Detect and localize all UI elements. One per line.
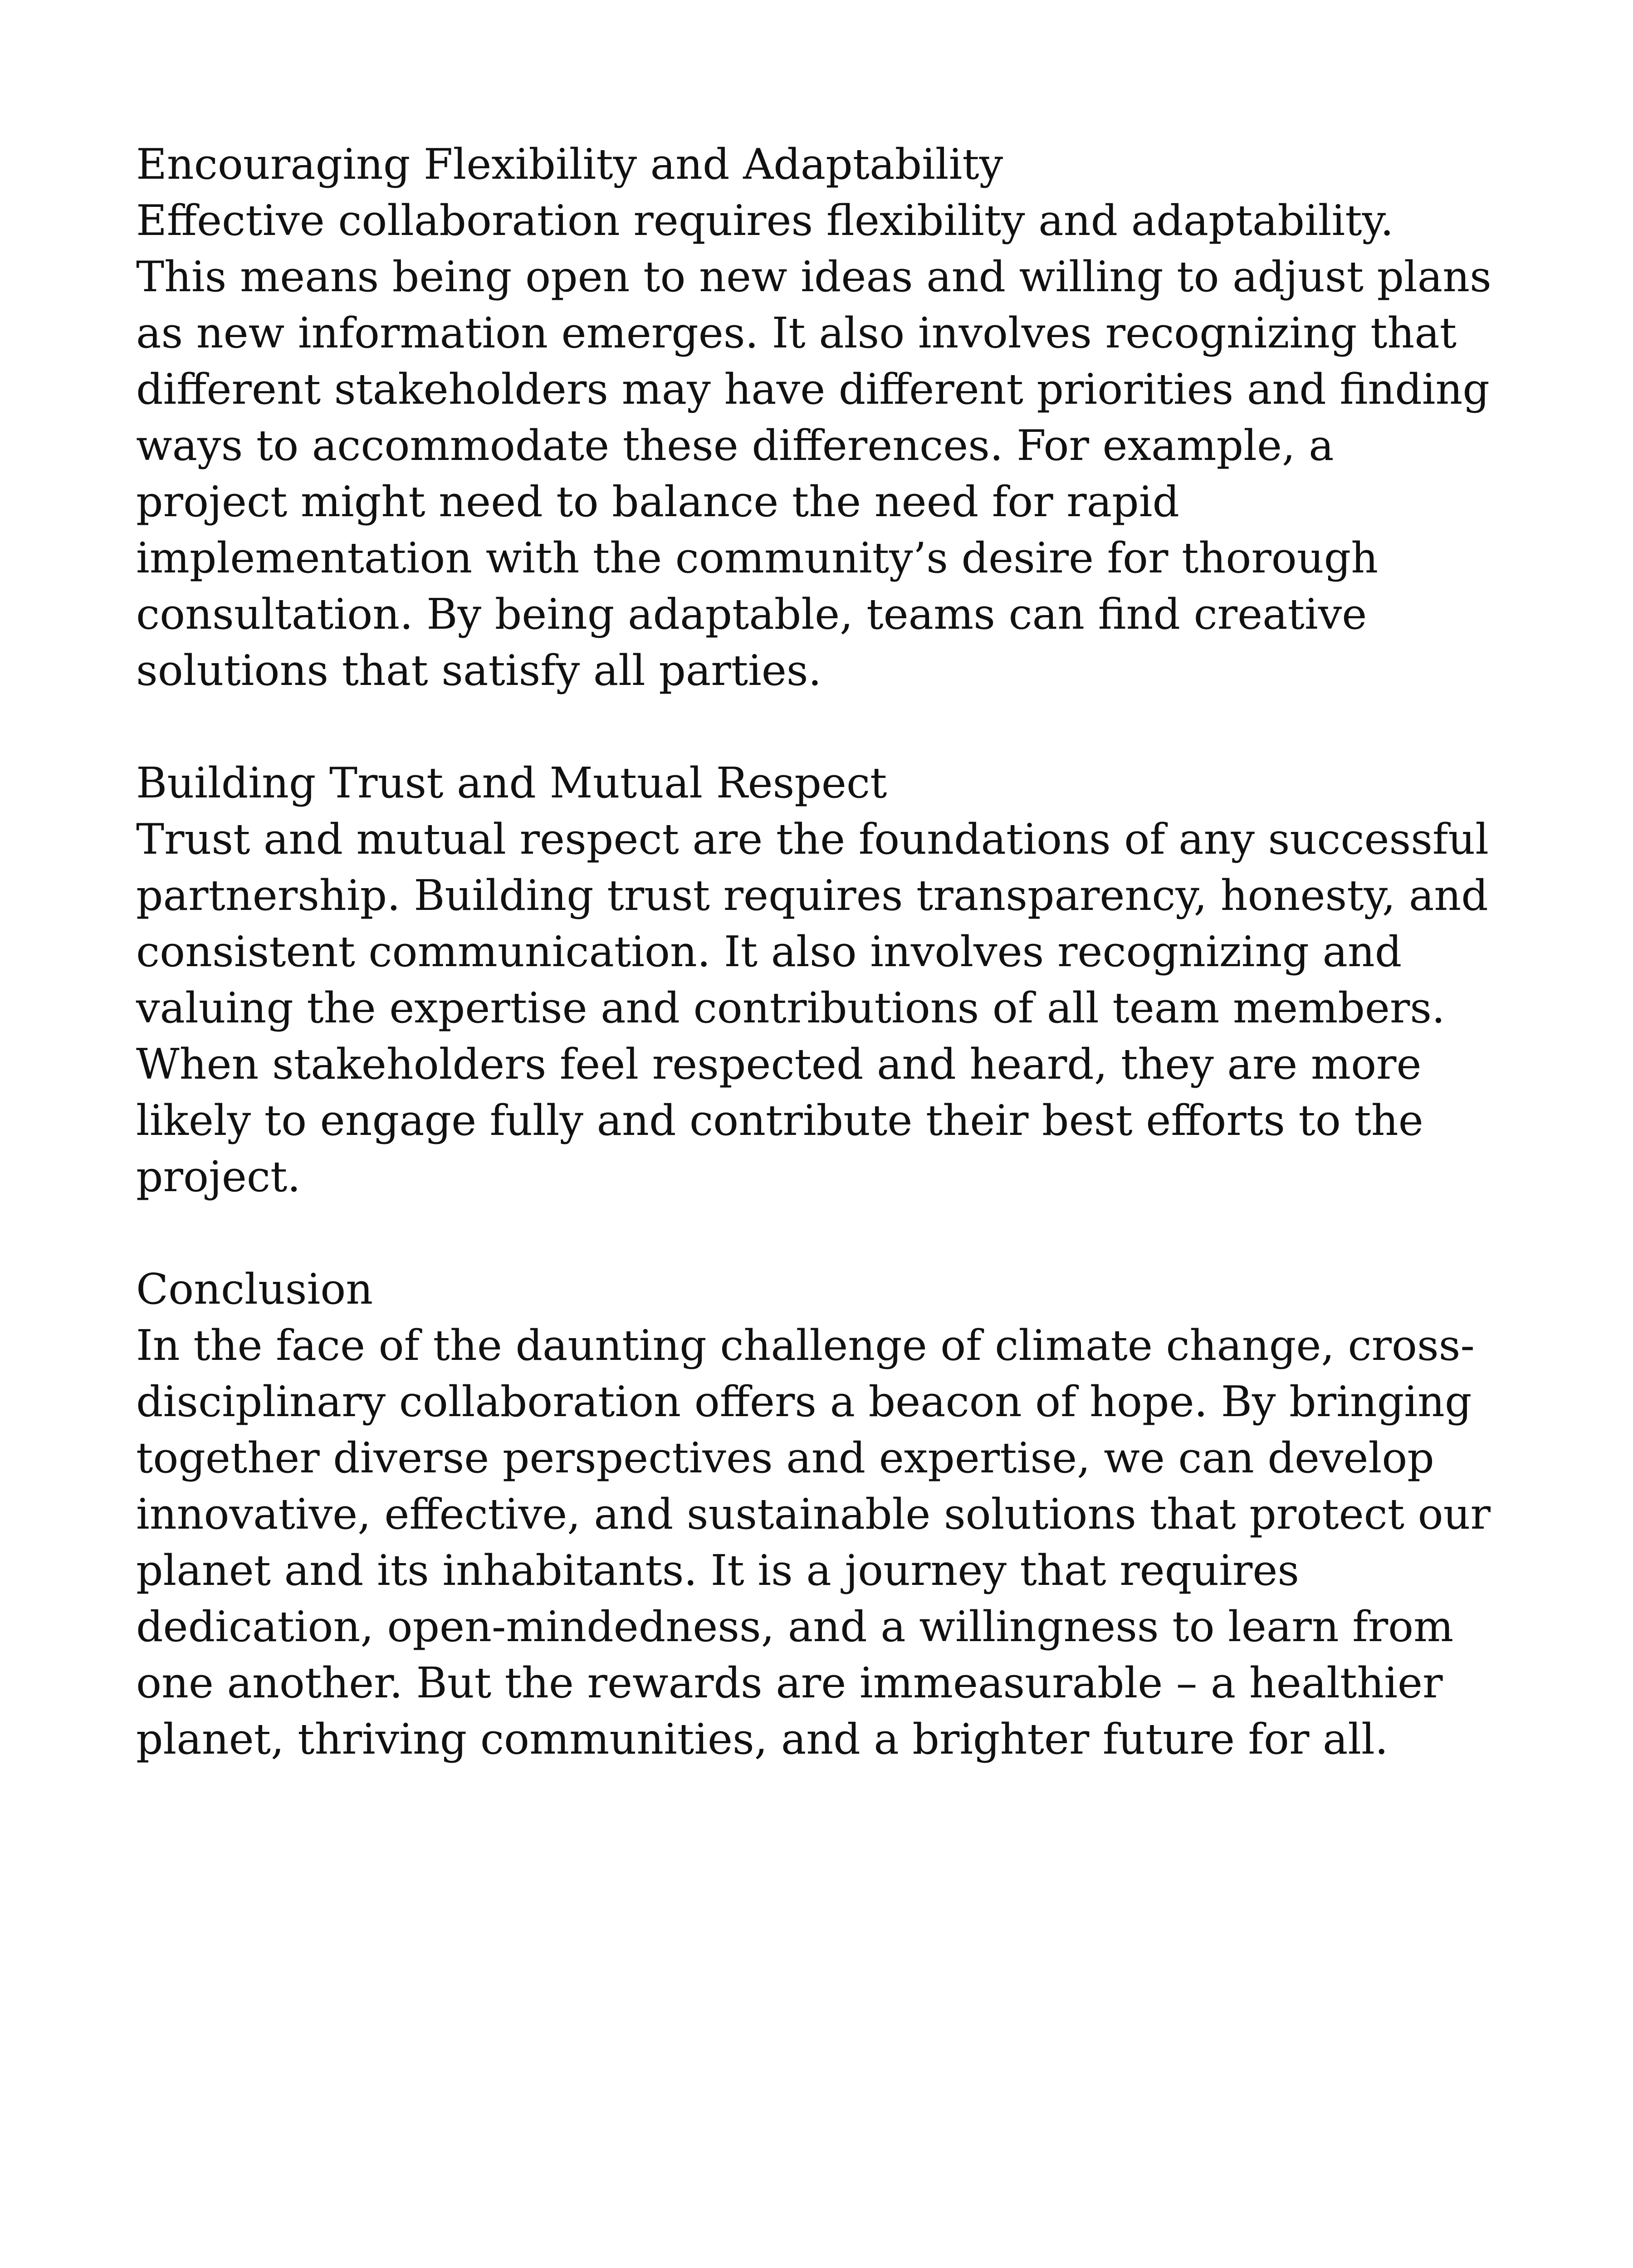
- section-trust: [136, 755, 1497, 1205]
- section-conclusion: [136, 1261, 1497, 1767]
- section-heading: Encouraging Flexibility and Adaptability: [136, 140, 1003, 189]
- section-flexibility: [136, 136, 1497, 699]
- page-content: [136, 136, 1497, 1823]
- section-heading: Building Trust and Mutual Respect: [136, 758, 887, 807]
- section-paragraph: In the face of the daunting challenge of climate change, cross-disciplinary collaboration offers a beacon of hope. By bringing together diverse perspectives and expertise, we can develop innovative, effective, and sustainable solutions that protect our planet and its inhabitants. It is a journey that requires dedication, open-mindedness, and a willingness to learn from one another. But the rewards are immeasurable – a healthier planet, thriving communities, and a brighter future for all.: [136, 1321, 1491, 1764]
- section-heading: Conclusion: [136, 1265, 373, 1314]
- section-paragraph: Trust and mutual respect are the foundations of any successful partnership. Building trust requires transparency, honesty, and consistent communication. It also involves recognizing and valuing the expertise and contributions of all team members. When stakeholders feel respected and heard, they are more likely to engage fully and contribute their best efforts to the project.: [136, 815, 1489, 1201]
- section-paragraph: Effective collaboration requires flexibility and adaptability. This means being open to new ideas and willing to adjust plans as new information emerges. It also involves recognizing that different stakeholders may have different priorities and finding ways to accommodate these differences. For example, a project might need to balance the need for rapid implementation with the community’s desire for thorough consultation. By being adaptable, teams can find creative solutions that satisfy all parties.: [136, 196, 1491, 695]
